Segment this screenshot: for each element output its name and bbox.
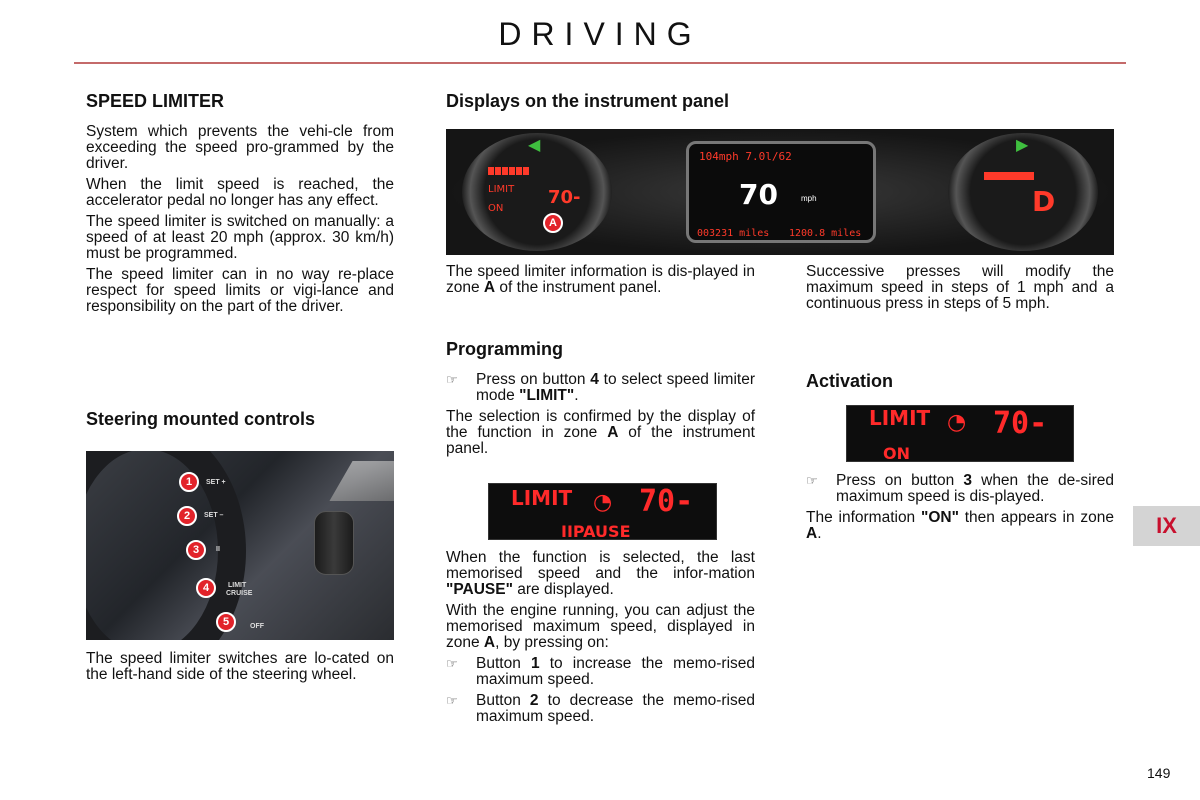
list-item: ☞ Press on button 3 when the de-sired maximum speed is dis-played. [806,472,1114,505]
button-3-marker: 3 [186,540,206,560]
center-trip: 1200.8 miles [789,228,862,239]
paragraph: System which prevents the vehi-cle from exceeding the speed pro-grammed by the driver. [86,123,394,172]
section-heading-steering-controls: Steering mounted controls [86,409,316,429]
lcd-speed-text: 70- [639,484,694,519]
page-header-title: DRIVING [498,16,702,52]
paragraph: The speed limiter switches are lo-cated on the left-hand side of the steering wheel. [86,650,394,683]
lcd-limit-text: LIMIT [488,184,515,195]
paragraph: The information "ON" then appears in zone A. [806,509,1114,542]
activation-block [806,473,1114,547]
thumbwheel-knob [314,511,354,575]
column-left [86,92,394,320]
pointing-hand-icon: ☞ [806,473,818,488]
lcd-limit-text: LIMIT [869,406,931,430]
paragraph: The speed limiter information is dis-played in zone A of the instrument panel. [446,263,755,296]
steering-controls-image [86,451,394,640]
pointing-hand-icon: ☞ [446,693,458,708]
paragraph: The selection is confirmed by the display of the function in zone A of the instrument panel. [446,408,755,457]
lcd-bargraph [488,167,588,178]
left-lcd [488,167,588,217]
lcd-on-text: ON [883,444,910,462]
lcd-pause-display [488,483,717,540]
center-speed-unit: mph [801,194,817,203]
paragraph: The speed limiter is switched on manually: a speed of at least 20 mph (approx. 30 km/h) must be programmed. [86,213,394,262]
gear-indicator: D [1032,185,1056,218]
programming-block [446,372,755,462]
list-item: ☞ Button 2 to decrease the memo-rised maximum speed. [446,692,755,725]
column-middle [446,264,755,301]
limit-label: LIMIT [228,582,247,589]
lcd-pause-text: IIPAUSE [561,522,631,540]
instrument-panel-image [446,129,1114,255]
right-lcd-bargraph [984,167,1034,185]
pause-label: II [216,546,220,553]
paragraph: When the limit speed is reached, the accelerator pedal no longer has any effect. [86,176,394,209]
adjust-block [446,550,755,730]
speedometer-icon: ◔ [593,490,613,515]
section-heading-speed-limiter: SPEED LIMITER [86,91,225,111]
section-heading-activation: Activation [806,371,894,391]
left-indicator-icon: ◀ [528,137,541,154]
page-number: 149 [1147,765,1171,781]
list-item: ☞ Press on button 4 to select speed limiter mode "LIMIT". [446,371,755,404]
speedometer-icon: ◔ [947,410,967,435]
center-speed: 70 [739,178,778,211]
center-display [686,141,876,243]
button-4-marker: 4 [196,578,216,598]
lcd-speed-text: 70- [993,406,1048,441]
set-plus-label: SET + [206,479,226,486]
section-heading-displays: Displays on the instrument panel [446,91,730,111]
chrome-logo [329,461,394,501]
button-1-marker: 1 [179,472,199,492]
right-indicator-icon: ▶ [1016,137,1029,154]
paragraph: The speed limiter can in no way re-place respect for speed limits or vigi-lance and responsibility on the part of the driver. [86,266,394,315]
chapter-tab[interactable]: IX [1133,506,1200,546]
paragraph: With the engine running, you can adjust the memorised maximum speed, displayed in zone A, by pressing on: [446,602,755,651]
lcd-on-text: ON [488,203,504,214]
button-5-marker: 5 [216,612,236,632]
set-minus-label: SET – [204,512,224,519]
center-odometer: 003231 miles [697,228,770,239]
lcd-limit-text: LIMIT [511,486,573,510]
paragraph: Successive presses will modify the maximum speed in steps of 1 mph and a continuous press in steps of 5 mph. [806,263,1114,312]
pointing-hand-icon: ☞ [446,372,458,387]
cruise-label: CRUISE [226,590,253,597]
pointing-hand-icon: ☞ [446,656,458,671]
off-label: OFF [250,623,264,630]
paragraph: When the function is selected, the last memorised speed and the infor-mation "PAUSE" are displayed. [446,549,755,598]
zone-a-marker: A [543,213,563,233]
lcd-on-display [846,405,1074,462]
center-top-readout: 104mph 7.0l/62 [699,150,792,163]
button-2-marker: 2 [177,506,197,526]
list-item: ☞ Button 1 to increase the memo-rised maximum speed. [446,655,755,688]
lcd-speed-text: 70- [548,187,581,208]
header-rule [74,62,1126,64]
section-heading-programming: Programming [446,339,564,359]
